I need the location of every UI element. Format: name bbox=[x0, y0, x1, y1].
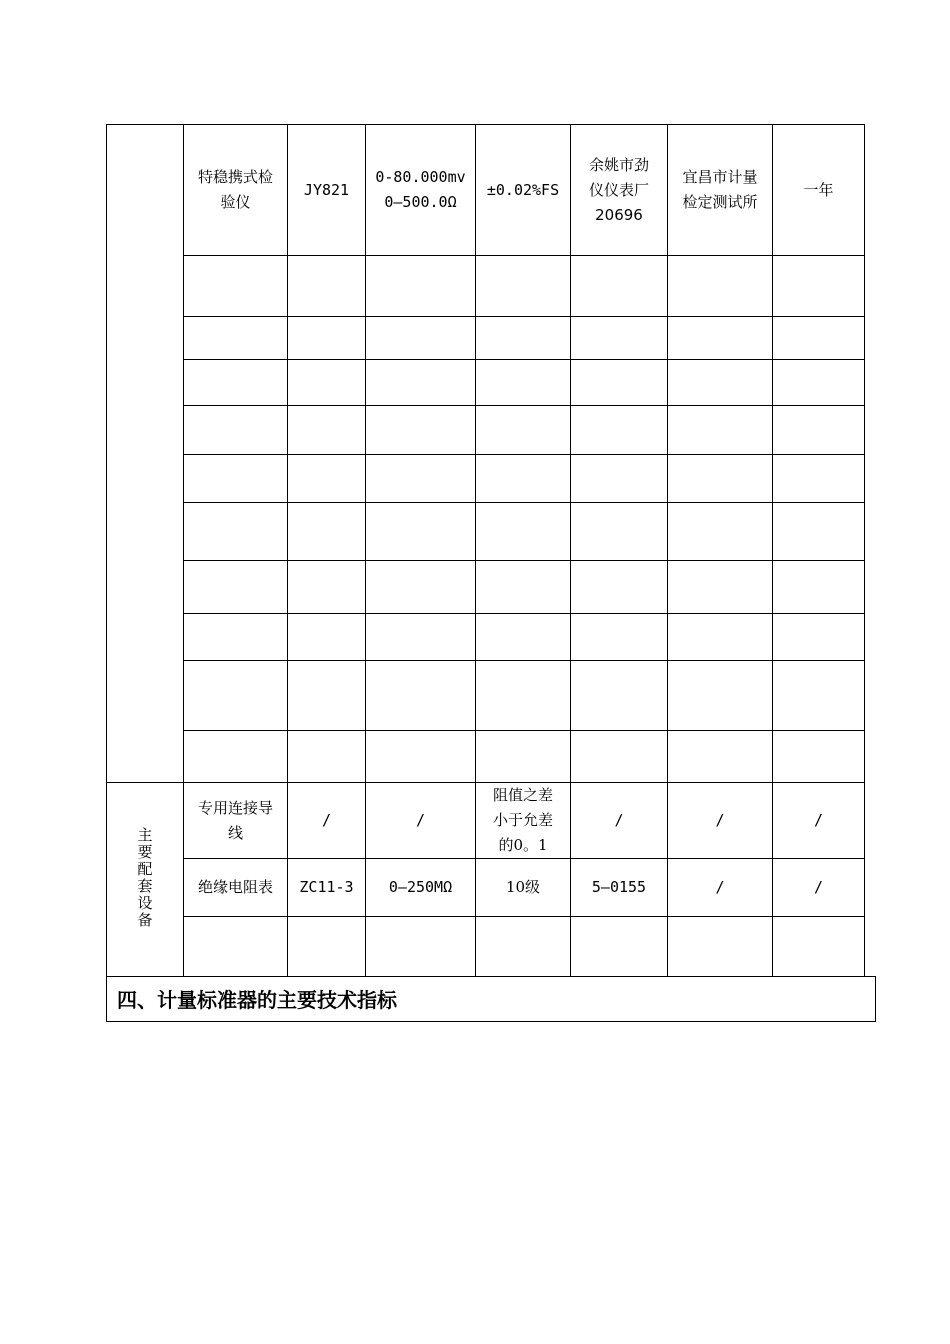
equipment-group-label: 主要配套设备 bbox=[107, 783, 184, 977]
table-row bbox=[107, 360, 865, 406]
instrument-manufacturer-cell: 余姚市劲 仪仪表厂 20696 bbox=[571, 125, 668, 256]
equipment-range-cell: / bbox=[366, 783, 476, 859]
equipment-manufacturer-cell: 5—0155 bbox=[571, 859, 668, 917]
instrument-accuracy-cell: ±0.02%FS bbox=[476, 125, 571, 256]
table-row bbox=[107, 503, 865, 561]
table-row bbox=[107, 317, 865, 360]
equipment-calibration-org-cell: / bbox=[668, 859, 773, 917]
instrument-range-cell: 0-80.000mv 0—500.0Ω bbox=[366, 125, 476, 256]
standards-table bbox=[106, 124, 865, 977]
instrument-period-cell: 一年 bbox=[773, 125, 865, 256]
section-4-heading: 四、计量标准器的主要技术指标 bbox=[106, 976, 876, 1022]
table-row bbox=[107, 859, 865, 917]
table-row bbox=[107, 731, 865, 783]
table-row bbox=[107, 917, 865, 977]
table-row bbox=[107, 406, 865, 455]
equipment-name-cell: 专用连接导 线 bbox=[184, 783, 288, 859]
equipment-model-cell: / bbox=[288, 783, 366, 859]
table-row bbox=[107, 661, 865, 731]
equipment-manufacturer-cell: / bbox=[571, 783, 668, 859]
instrument-calibration-org-cell: 宜昌市计量 检定测试所 bbox=[668, 125, 773, 256]
table-row bbox=[107, 455, 865, 503]
table-row bbox=[107, 561, 865, 614]
table-row bbox=[107, 125, 865, 256]
equipment-calibration-org-cell: / bbox=[668, 783, 773, 859]
standard-group-label-cell bbox=[107, 125, 184, 783]
equipment-name-cell: 绝缘电阻表 bbox=[184, 859, 288, 917]
equipment-period-cell: / bbox=[773, 859, 865, 917]
equipment-range-cell: 0—250MΩ bbox=[366, 859, 476, 917]
table-row bbox=[107, 614, 865, 661]
equipment-period-cell: / bbox=[773, 783, 865, 859]
table-row bbox=[107, 256, 865, 317]
instrument-name-cell: 特稳携式检 验仪 bbox=[184, 125, 288, 256]
table-row bbox=[107, 783, 865, 859]
instrument-model-cell: JY821 bbox=[288, 125, 366, 256]
equipment-accuracy-cell: 阻值之差 小于允差 的0。1 bbox=[476, 783, 571, 859]
equipment-accuracy-cell: 10级 bbox=[476, 859, 571, 917]
equipment-model-cell: ZC11-3 bbox=[288, 859, 366, 917]
